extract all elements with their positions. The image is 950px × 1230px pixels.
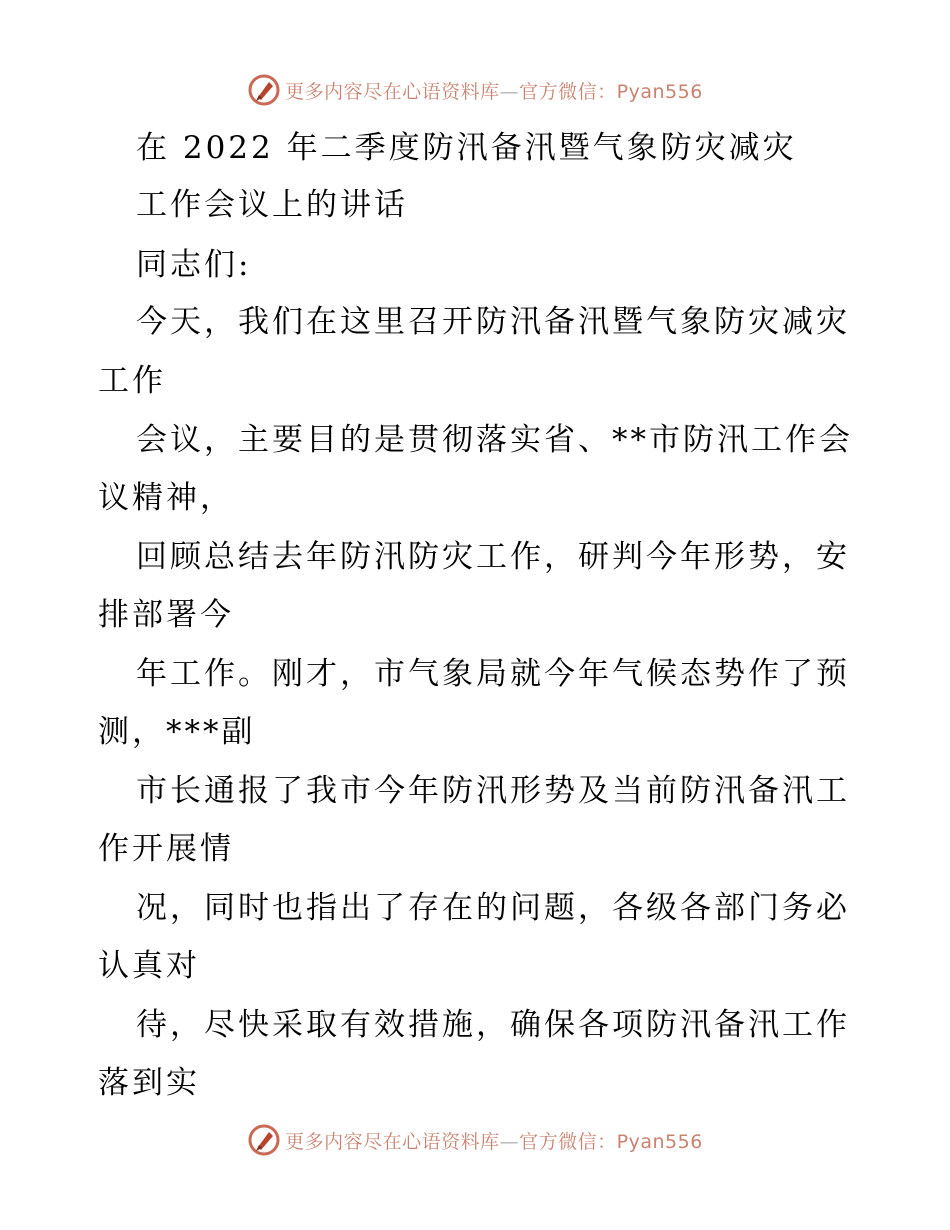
watermark-text: 更多内容尽在心语资料库—官方微信：Pyan556 bbox=[285, 80, 703, 103]
header-watermark bbox=[0, 70, 950, 110]
doc-title-line-1: 在 2022 年二季度防汛备汛暨气象防灾减灾 bbox=[136, 130, 797, 166]
pen-nib-logo-icon bbox=[247, 73, 281, 107]
paragraph-line: 作开展情 bbox=[98, 831, 234, 867]
paragraph-line: 排部署今 bbox=[98, 597, 234, 633]
watermark-text: 更多内容尽在心语资料库—官方微信：Pyan556 bbox=[285, 1130, 703, 1153]
paragraph-line: 市长通报了我市今年防汛形势及当前防汛备汛工 bbox=[136, 773, 850, 809]
paragraph-line: 待，尽快采取有效措施，确保各项防汛备汛工作 bbox=[136, 1007, 850, 1043]
paragraph-line: 况，同时也指出了存在的问题，各级各部门务必 bbox=[136, 890, 850, 926]
paragraph-line: 认真对 bbox=[98, 948, 200, 984]
paragraph-line: 今天，我们在这里召开防汛备汛暨气象防灾减灾 bbox=[136, 304, 850, 340]
paragraph-line: 年工作。刚才，市气象局就今年气候态势作了预 bbox=[136, 656, 850, 692]
footer-watermark bbox=[0, 1120, 950, 1160]
paragraph-line: 回顾总结去年防汛防灾工作，研判今年形势，安 bbox=[136, 539, 850, 575]
pen-nib-logo-icon bbox=[247, 1123, 281, 1157]
paragraph-line: 工作 bbox=[98, 363, 166, 399]
doc-title-line-2: 工作会议上的讲话 bbox=[136, 187, 408, 223]
paragraph-line: 会议，主要目的是贯彻落实省、**市防汛工作会 bbox=[136, 422, 853, 458]
paragraph-line: 测，***副 bbox=[98, 714, 256, 750]
paragraph-line: 落到实 bbox=[98, 1065, 200, 1101]
salutation: 同志们: bbox=[136, 247, 252, 283]
paragraph-line: 议精神， bbox=[98, 480, 234, 516]
